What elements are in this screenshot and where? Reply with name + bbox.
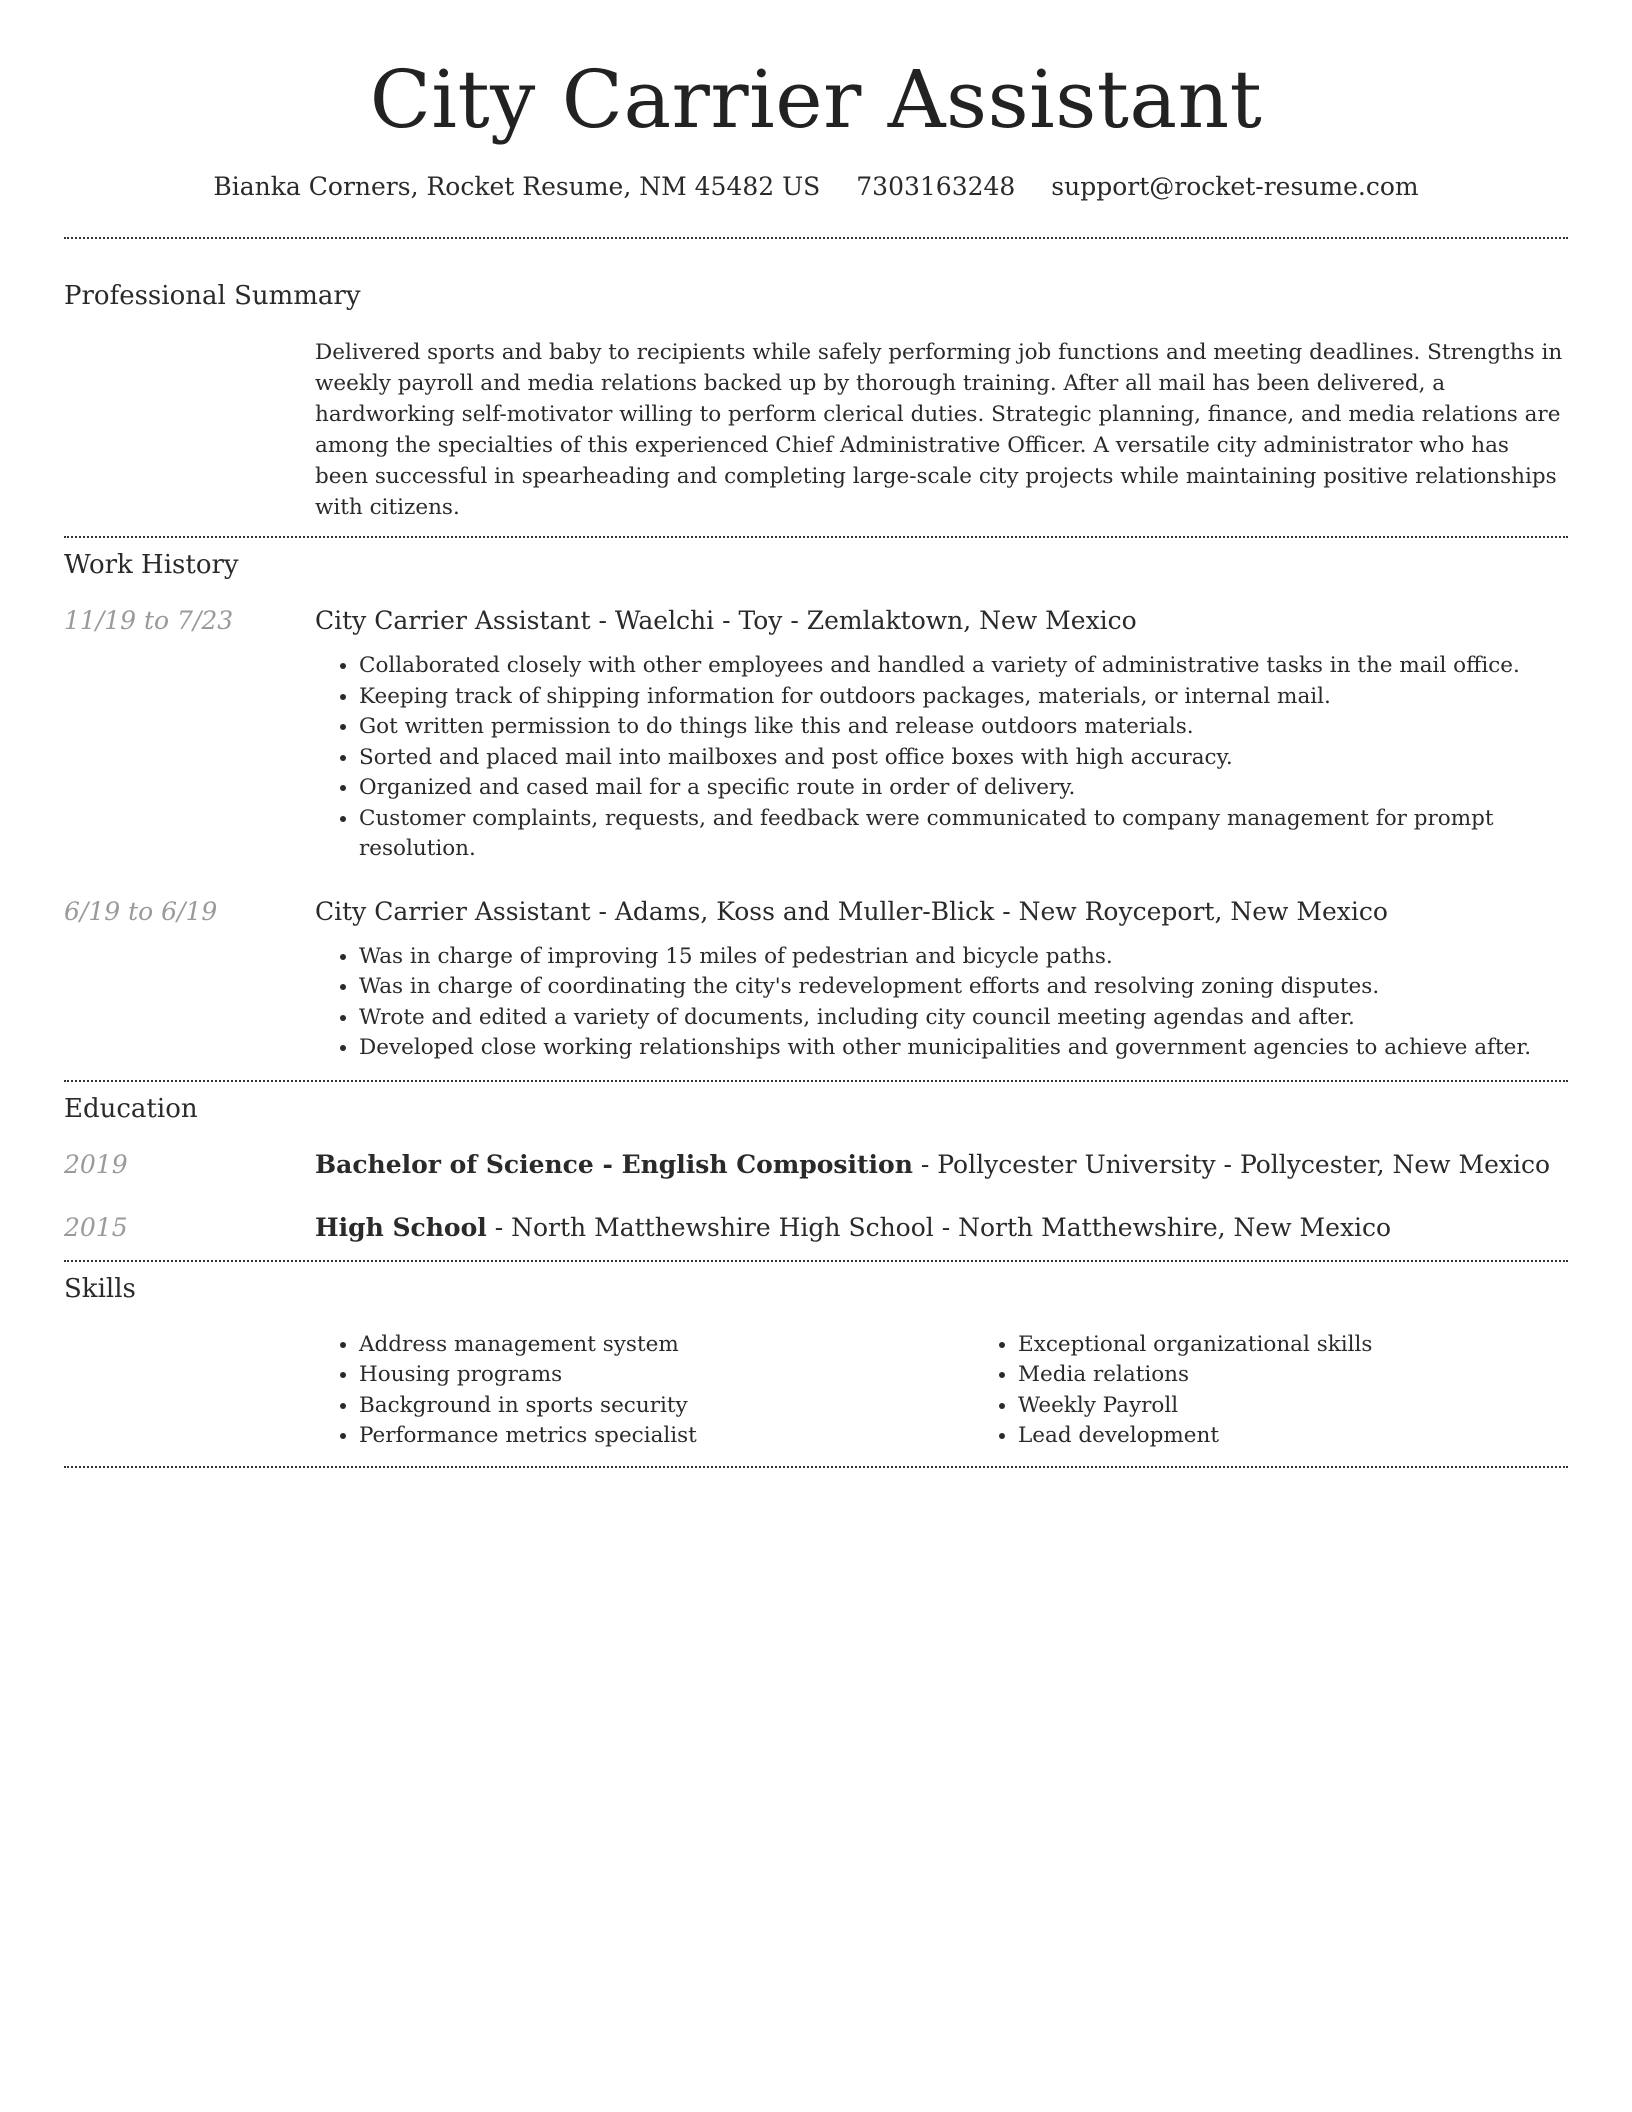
education-school: - North Matthewshire High School - North Matthewshire, New Mexico — [486, 1212, 1392, 1242]
summary-spacer — [64, 337, 315, 523]
job-bullets — [315, 651, 1568, 865]
job-body — [315, 897, 1568, 1064]
job-heading: City Carrier Assistant - Adams, Koss and Muller-Blick - New Royceport, New Mexico — [315, 896, 1388, 926]
education-section — [64, 1082, 1568, 1242]
list-item: • Organized and cased mail for a specific route in order of delivery. — [359, 773, 1568, 804]
skills-spacer — [64, 1330, 315, 1452]
work-section — [64, 538, 1568, 1064]
list-item: • Wrote and edited a variety of documents, including city council meeting agendas and after. — [359, 1003, 1568, 1034]
education-entry — [64, 1213, 1568, 1242]
list-item: • Got written permission to do things like this and release outdoors materials. — [359, 712, 1568, 743]
job-body — [315, 606, 1568, 865]
section-title-work: Work History — [64, 550, 239, 580]
job-bullets — [315, 942, 1568, 1064]
list-item: • Address management system — [359, 1330, 974, 1361]
list-item: • Lead development — [1018, 1421, 1568, 1452]
email: support@rocket-resume.com — [1051, 172, 1419, 201]
education-line — [315, 1213, 1568, 1242]
section-title-education: Education — [64, 1093, 198, 1124]
list-item: • Was in charge of improving 15 miles of pedestrian and bicycle paths. — [359, 942, 1568, 973]
list-item: • Media relations — [1018, 1360, 1568, 1391]
list-item: • Housing programs — [359, 1360, 974, 1391]
list-item: • Customer complaints, requests, and feedback were communicated to company management for prompt resolution. — [359, 804, 1568, 865]
education-year: 2019 — [64, 1149, 128, 1179]
summary-section — [64, 239, 1568, 523]
education-degree: Bachelor of Science - English Composition — [315, 1149, 913, 1179]
list-item: • Collaborated closely with other employees and handled a variety of administrative tasks in the mail office. — [359, 651, 1568, 682]
education-degree: High School — [315, 1212, 487, 1242]
job-entry — [64, 606, 1568, 865]
job-heading: City Carrier Assistant - Waelchi - Toy - Zemlaktown, New Mexico — [315, 606, 1137, 635]
list-item: • Sorted and placed mail into mailboxes and post office boxes with high accuracy. — [359, 743, 1568, 774]
address: Bianka Corners, Rocket Resume, NM 45482 US — [213, 172, 821, 201]
list-item: • Developed close working relationships with other municipalities and government agencies to achieve after. — [359, 1033, 1568, 1064]
list-item: • Was in charge of coordinating the city's redevelopment efforts and resolving zoning disputes. — [359, 972, 1568, 1003]
summary-body — [315, 337, 1568, 523]
summary-text: Delivered sports and baby to recipients while safely performing job functions and meeting deadlines. Strengths in weekly payroll and media relations backed up by thorough training. After all mail has been delivered, a hardworking self-motivator willing to perform clerical duties. Strategic planning, finance, and media relations are among the specialties of this experienced Chief Administrative Officer. A versatile city administrator who has been successful in spearheading and completing large-scale city projects while maintaining positive relationships with citizens. — [315, 340, 1563, 520]
summary-row — [64, 337, 1568, 523]
skills-row — [64, 1330, 1568, 1452]
job-dates: 6/19 to 6/19 — [64, 896, 218, 926]
education-year: 2015 — [64, 1212, 128, 1242]
page-title: City Carrier Assistant — [369, 53, 1263, 146]
job-entry — [64, 897, 1568, 1064]
education-school: - Pollycester University - Pollycester, New Mexico — [912, 1149, 1551, 1179]
list-item: • Keeping track of shipping information for outdoors packages, materials, or internal mail. — [359, 682, 1568, 713]
section-title-skills: Skills — [64, 1273, 136, 1304]
job-dates: 11/19 to 7/23 — [64, 606, 234, 635]
list-item: • Exceptional organizational skills — [1018, 1330, 1568, 1361]
skills-columns — [315, 1330, 1568, 1452]
education-line — [315, 1150, 1568, 1179]
skills-list-left — [315, 1330, 974, 1452]
divider — [64, 1466, 1568, 1468]
list-item: • Weekly Payroll — [1018, 1391, 1568, 1422]
skills-list-right — [974, 1330, 1568, 1452]
phone: 7303163248 — [856, 172, 1016, 201]
skills-section — [64, 1262, 1568, 1452]
contact-line — [64, 172, 1568, 201]
section-title-summary: Professional Summary — [64, 281, 361, 311]
list-item: • Performance metrics specialist — [359, 1421, 974, 1452]
list-item: • Background in sports security — [359, 1391, 974, 1422]
education-entry — [64, 1150, 1568, 1179]
